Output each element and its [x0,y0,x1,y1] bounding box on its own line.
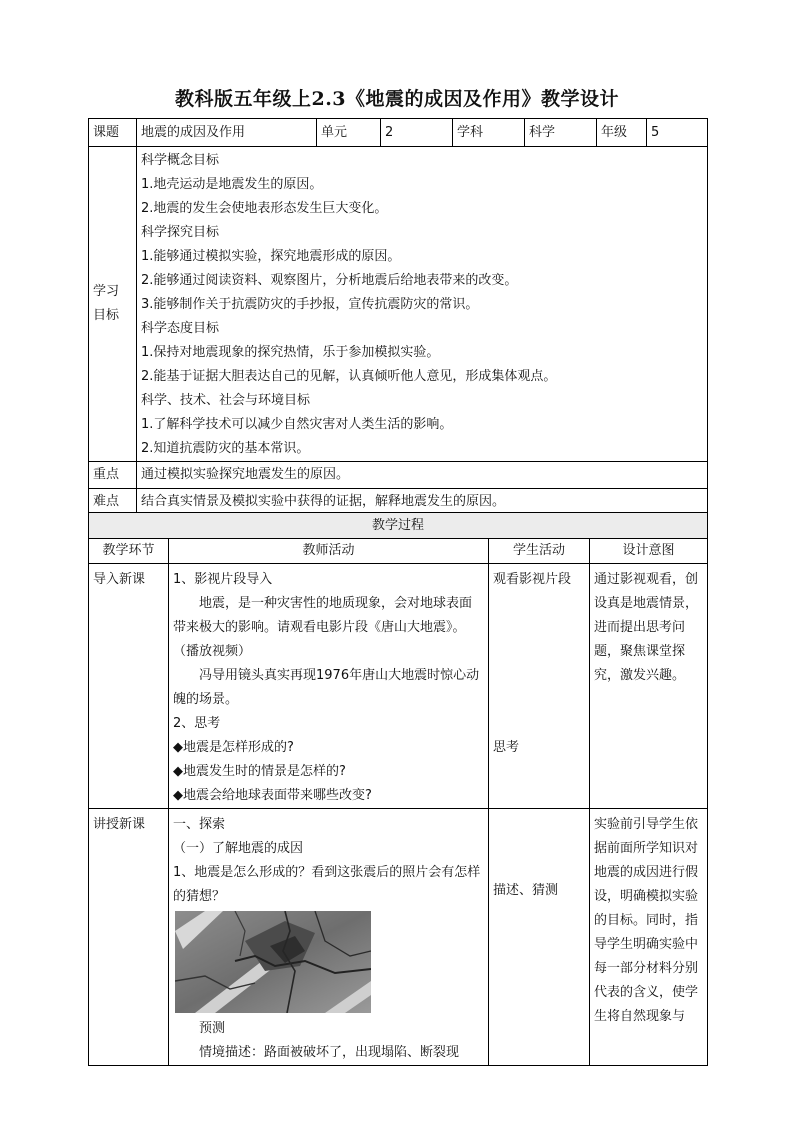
topic-value: 地震的成因及作用 [137,119,317,147]
objective-line: 科学概念目标 [141,153,220,168]
subject-value: 科学 [525,119,597,147]
objectives-label: 学习 目标 [89,147,137,462]
lesson-info-table [88,118,708,516]
difficulty-label: 难点 [89,489,137,516]
subject-label: 学科 [453,119,525,147]
teaching-process-table [88,512,708,1066]
grade-label: 年级 [597,119,647,147]
student-activity-intro: 观看影视片段 思考 [489,564,590,809]
objective-line: 1.了解科学技术可以减少自然灾害对人类生活的影响。 [141,417,453,432]
objective-line: 3.能够制作关于抗震防灾的手抄报，宣传抗震防灾的常识。 [141,297,479,312]
difficulty-text: 结合真实情景及模拟实验中获得的证据，解释地震发生的原因。 [137,489,708,516]
unit-label: 单元 [317,119,381,147]
process-header: 教学过程 [89,513,708,539]
objective-line: 2.地震的发生会使地表形态发生巨大变化。 [141,201,388,216]
objective-line: 2.知道抗震防灾的基本常识。 [141,441,310,456]
objective-line: 2.能基于证据大胆表达自己的见解，认真倾听他人意见，形成集体观点。 [141,369,557,384]
stage-teach: 讲授新课 [89,809,169,1066]
unit-value: 2 [381,119,453,147]
topic-label: 课题 [89,119,137,147]
key-point-text: 通过模拟实验探究地震发生的原因。 [137,462,708,489]
objectives-content [137,147,708,462]
teacher-activity-intro: 1、影视片段导入 地震，是一种灾害性的地质现象，会对地球表面带来极大的影响。请观看电影片段《唐山大地震》。（播放视频） 冯导用镜头真实再现1976年唐山大地震时惊心动魄的场景。 2、思考 ◆地震是怎样形成的? ◆地震发生时的情景是怎样的? ◆地震会给地球表面带来哪些改变? [169,564,489,809]
column-header: 设计意图 [590,539,708,564]
objective-line: 科学、技术、社会与环境目标 [141,393,311,408]
objective-line: 1.地壳运动是地震发生的原因。 [141,177,323,192]
objective-line: 1.保持对地震现象的探究热情，乐于参加模拟实验。 [141,345,440,360]
column-header: 教学环节 [89,539,169,564]
cracked-road-photo [175,911,371,1013]
document-title: 教科版五年级上2.3《地震的成因及作用》教学设计 [174,88,620,110]
objective-line: 科学态度目标 [141,321,220,336]
objective-line: 科学探究目标 [141,225,220,240]
column-header: 教师活动 [169,539,489,564]
column-header: 学生活动 [489,539,590,564]
student-activity-teach: 描述、猜测 [489,809,590,1066]
teacher-activity-teach: 一、探索 （一）了解地震的成因 1、地震是怎么形成的？看到这张震后的照片会有怎样的猜想？ 预测 情境描述：路面被破坏了，出现塌陷、断裂现 [169,809,489,1066]
objective-line: 2.能够通过阅读资料、观察图片，分析地震后给地表带来的改变。 [141,273,518,288]
grade-value: 5 [647,119,708,147]
objective-line: 1.能够通过模拟实验，探究地震形成的原因。 [141,249,401,264]
design-intent-teach: 实验前引导学生依据前面所学知识对地震的成因进行假设，明确模拟实验的目标。同时，指导学生明确实验中每一部分材料分别代表的含义，使学生将自然现象与 [590,809,708,1066]
key-point-label: 重点 [89,462,137,489]
design-intent-intro: 通过影视观看，创设真是地震情景，进而提出思考问题，聚焦课堂探究，激发兴趣。 [590,564,708,809]
stage-intro: 导入新课 [89,564,169,809]
